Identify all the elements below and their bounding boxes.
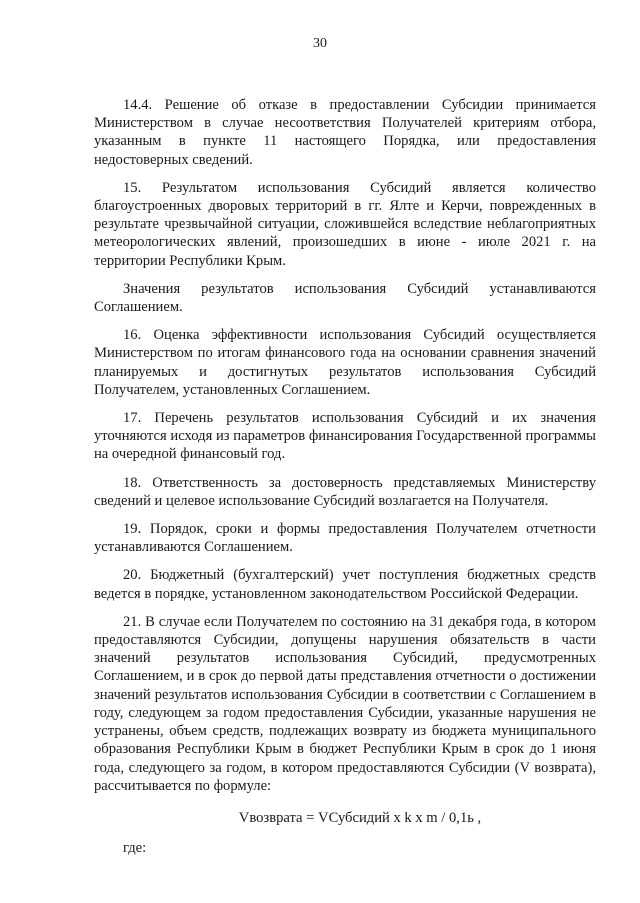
paragraph-14-4: 14.4. Решение об отказе в предоставлении Субсидии принимается Министерством в случае несоответствия Получателей критериям отбора, указанным в пункте 11 настоящего Порядка, или предоставления недостоверных сведений.	[94, 97, 596, 168]
where-label: где:	[123, 840, 147, 857]
paragraph-18: 18. Ответственность за достоверность представляемых Министерству сведений и целевое использование Субсидий возлагается на Получателя.	[94, 474, 596, 509]
paragraph-19: 19. Порядок, сроки и формы предоставления Получателем отчетности устанавливаются Соглашением.	[94, 521, 596, 556]
page-number: 30	[313, 36, 327, 51]
formula: Vвозврата = VСубсидий x k x m / 0,1ь ,	[238, 809, 482, 826]
paragraph-15: 15. Результатом использования Субсидий является количество благоустроенных дворовых территорий в гг. Ялте и Керчи, поврежденных в результате чрезвычайной ситуации, сложившейся вследствие неблагоприятных метеорологических явлений, произошедших в июне - июле 2021 г. на территории Республики Крым.	[94, 179, 596, 269]
paragraph-15-values: Значения результатов использования Субсидий устанавливаются Соглашением.	[94, 280, 596, 316]
paragraph-20: 20. Бюджетный (бухгалтерский) учет поступления бюджетных средств ведется в порядке, установленном законодательством Российской Федерации.	[94, 567, 596, 602]
paragraph-16: 16. Оценка эффективности использования Субсидий осуществляется Министерством по итогам финансового года на основании сравнения значений планируемых и достигнутых результатов использования Субсидий Получателем, установленных Соглашением.	[94, 327, 596, 398]
paragraph-17: 17. Перечень результатов использования Субсидий и их значения уточняются исходя из параметров финансирования Государственной программы на очередной финансовый год.	[94, 410, 596, 463]
paragraph-21: 21. В случае если Получателем по состоянию на 31 декабря года, в котором предоставляются Субсидии, допущены нарушения обязательств в части значений результатов использования Субсидий, предусмотренных Соглашением, и в срок до первой даты представления отчетности о достижении значений результатов использования Субсидии в соответствии с Соглашением в году, следующем за годом предоставления Субсидии, указанные нарушения не устранены, объем средств, подлежащих возврату из бюджета муниципального образования Республики Крым в бюджет Республики Крым в срок до 1 июня года, следующего за годом, в котором предоставляются Субсидии (V возврата), рассчитывается по формуле:	[94, 613, 596, 794]
document-body	[94, 96, 596, 857]
